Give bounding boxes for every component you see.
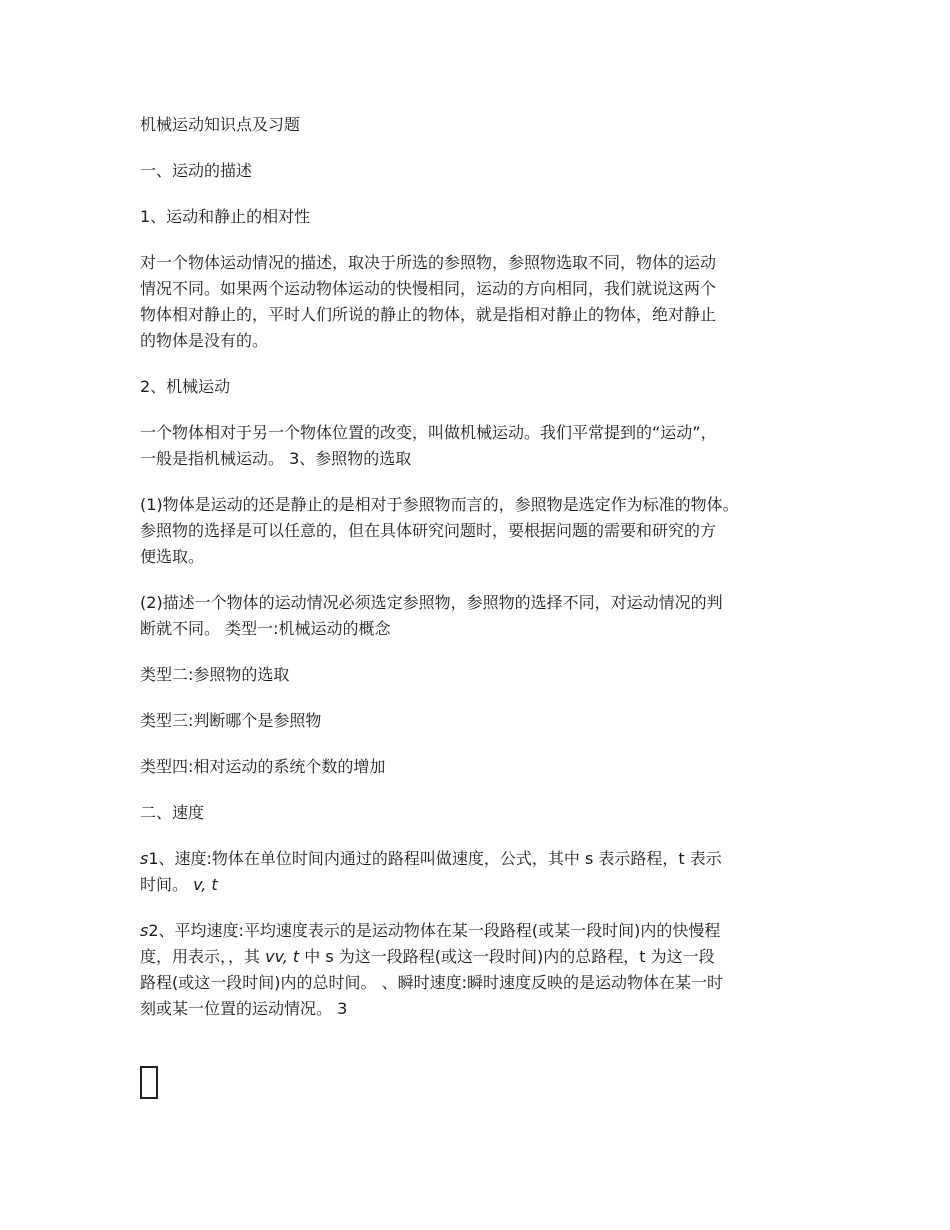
formula-symbol: s <box>140 921 149 940</box>
formula-symbol: v, t <box>193 875 218 894</box>
paragraph-speed <box>140 846 820 898</box>
text-line <box>140 872 820 898</box>
paragraph-mechanical-motion <box>140 420 820 472</box>
text-fragment: 时间。 <box>140 875 194 894</box>
type-two: 类型二:参照物的选取 <box>140 665 290 684</box>
formula-symbol: s <box>140 849 149 868</box>
text-fragment: 度，用表示，，其 <box>140 947 266 966</box>
subheading-mechanical-motion: 2、机械运动 <box>140 377 231 396</box>
text-line: 情况不同。如果两个运动物体运动的快慢相同，运动的方向相同，我们就说这两个 <box>140 279 717 298</box>
section-heading-speed: 二、速度 <box>140 803 205 822</box>
text-line: 断就不同。 类型一:机械运动的概念 <box>140 619 391 638</box>
document-title: 机械运动知识点及习题 <box>140 115 301 134</box>
text-line <box>140 846 820 872</box>
text-line: 物体相对静止的，平时人们所说的静止的物体，就是指相对静止的物体，绝对静止 <box>140 305 717 324</box>
text-line: 对一个物体运动情况的描述，取决于所选的参照物，参照物选取不同，物体的运动 <box>140 253 717 272</box>
text-line <box>140 944 820 970</box>
paragraph-relativity <box>140 250 820 354</box>
text-line: (1)物体是运动的还是静止的是相对于参照物而言的，参照物是选定作为标准的物体。 <box>140 495 739 514</box>
type-four: 类型四:相对运动的系统个数的增加 <box>140 757 386 776</box>
text-line: 一般是指机械运动。 3、参照物的选取 <box>140 449 412 468</box>
text-line <box>140 918 820 944</box>
document-body <box>140 112 820 1022</box>
text-line: 参照物的选择是可以任意的，但在具体研究问题时，要根据问题的需要和研究的方 <box>140 521 717 540</box>
subheading-relativity: 1、运动和静止的相对性 <box>140 207 311 226</box>
paragraph-reference-1 <box>140 492 820 570</box>
section-heading-motion: 一、运动的描述 <box>140 161 253 180</box>
text-line: 一个物体相对于另一个物体位置的改变，叫做机械运动。我们平常提到的“运动”， <box>140 423 717 442</box>
text-line: 路程(或这一段时间)内的总时间。 、瞬时速度:瞬时速度反映的是运动物体在某一时 <box>140 973 723 992</box>
placeholder-box-icon <box>140 1066 158 1099</box>
text-line: 的物体是没有的。 <box>140 331 269 350</box>
speed-definition: 1、速度:物体在单位时间内通过的路程叫做速度，公式，其中 s 表示路程，t 表示 <box>148 849 722 868</box>
average-speed-definition: 2、平均速度:平均速度表示的是运动物体在某一段路程(或某一段时间)内的快慢程 <box>148 921 721 940</box>
text-line: 刻或某一位置的运动情况。 3 <box>140 999 348 1018</box>
text-line: (2)描述一个物体的运动情况必须选定参照物，参照物的选择不同，对运动情况的判 <box>140 593 723 612</box>
paragraph-average-speed <box>140 918 820 1022</box>
text-fragment: 中 s 为这一段路程(或这一段时间)内的总路程，t 为这一段 <box>299 947 715 966</box>
formula-symbol: vv, t <box>265 947 300 966</box>
text-line: 便选取。 <box>140 547 205 566</box>
paragraph-reference-2 <box>140 590 820 642</box>
type-three: 类型三:判断哪个是参照物 <box>140 711 322 730</box>
